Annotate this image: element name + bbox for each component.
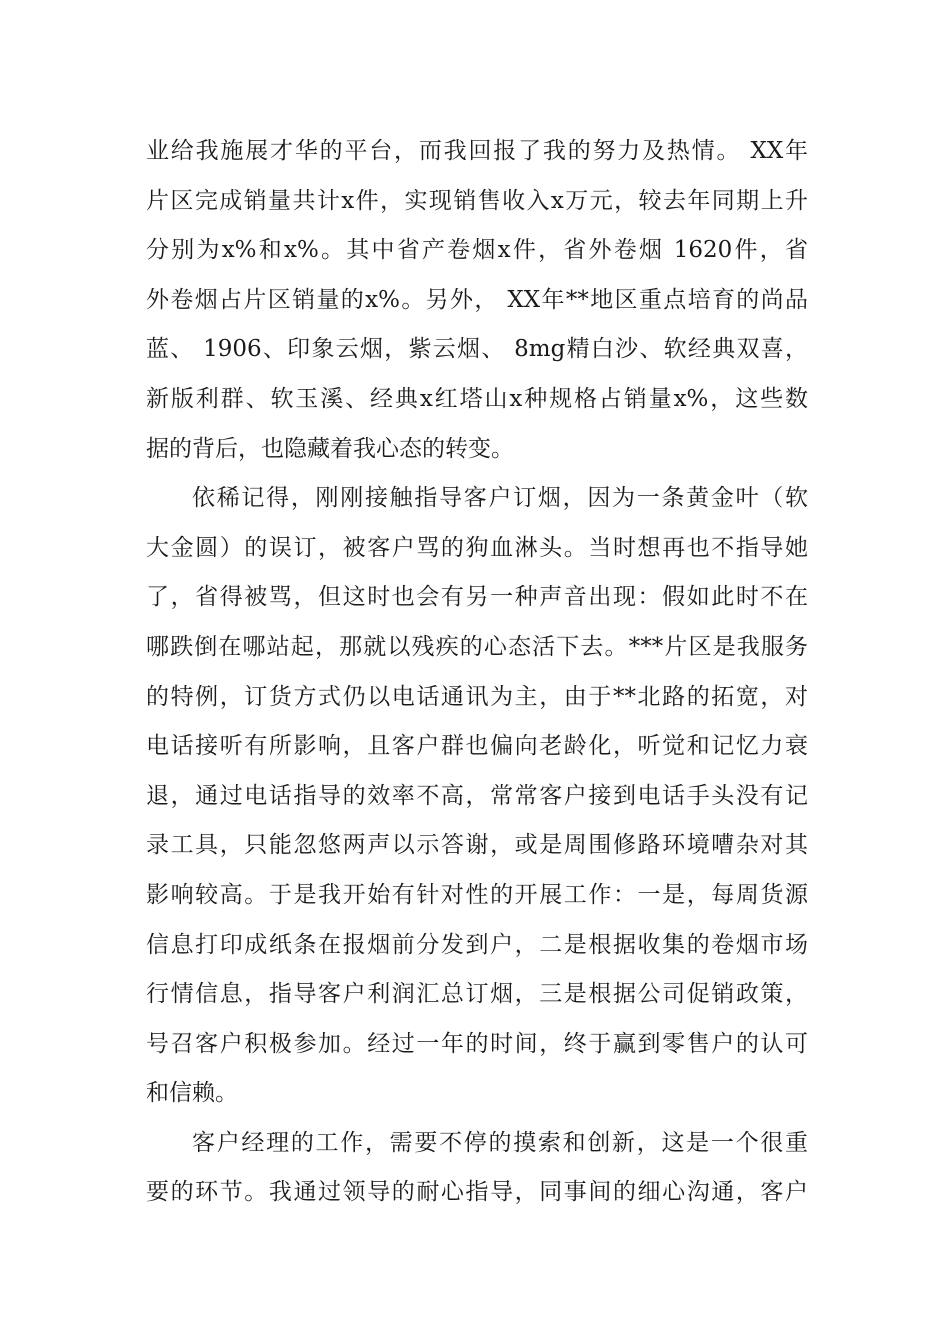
text-line: 蓝、 1906、印象云烟，紫云烟、 8mg精白沙、软经典双喜，	[146, 336, 808, 363]
document-body	[146, 127, 808, 1218]
text-line: 客户经理的工作，需要不停的摸索和创新，这是一个很重	[192, 1129, 808, 1156]
text-line: 电话接听有所影响，且客户群也偏向老龄化，听觉和记忆力衰	[146, 733, 808, 760]
text-line: 的特例，订货方式仍以电话通讯为主，由于**北路的拓宽，对	[146, 683, 808, 710]
text-line: 业给我施展才华的平台，而我回报了我的努力及热情。 XX年	[146, 138, 808, 164]
text-line: 影响较高。于是我开始有针对性的开展工作：一是，每周货源	[146, 881, 808, 908]
paragraph-1	[146, 127, 808, 474]
text-line: 要的环节。我通过领导的耐心指导，同事间的细心沟通，客户	[146, 1179, 808, 1206]
text-line: 信息打印成纸条在报烟前分发到户，二是根据收集的卷烟市场	[146, 931, 808, 958]
paragraph-2	[146, 474, 808, 1119]
text-line: 分别为x%和x%。其中省产卷烟x件，省外卷烟 1620件，省	[146, 237, 808, 264]
text-line: 据的背后，也隐藏着我心态的转变。	[146, 435, 514, 462]
paragraph-3	[146, 1119, 808, 1218]
text-line: 了，省得被骂，但这时也会有另一种声音出现：假如此时不在	[146, 584, 808, 611]
text-line: 退，通过电话指导的效率不高，常常客户接到电话手头没有记	[146, 782, 808, 809]
text-line: 依稀记得，刚刚接触指导客户订烟，因为一条黄金叶（软	[192, 485, 808, 512]
text-line: 新版利群、软玉溪、经典x红塔山x种规格占销量x%，这些数	[146, 385, 808, 412]
text-line: 大金圆）的误订，被客户骂的狗血淋头。当时想再也不指导她	[146, 534, 808, 561]
text-line: 片区完成销量共计x件，实现销售收入x万元，较去年同期上升	[146, 187, 808, 214]
text-line: 号召客户积极参加。经过一年的时间，终于赢到零售户的认可	[146, 1030, 808, 1057]
text-line: 和信赖。	[146, 1080, 238, 1107]
text-line: 外卷烟占片区销量的x%。另外， XX年**地区重点培育的尚品	[146, 286, 808, 313]
text-line: 哪跌倒在哪站起，那就以残疾的心态活下去。***片区是我服务	[146, 633, 808, 660]
text-line: 录工具，只能忽悠两声以示答谢，或是周围修路环境嘈杂对其	[146, 832, 808, 859]
text-line: 行情信息，指导客户利润汇总订烟，三是根据公司促销政策，	[146, 981, 808, 1008]
